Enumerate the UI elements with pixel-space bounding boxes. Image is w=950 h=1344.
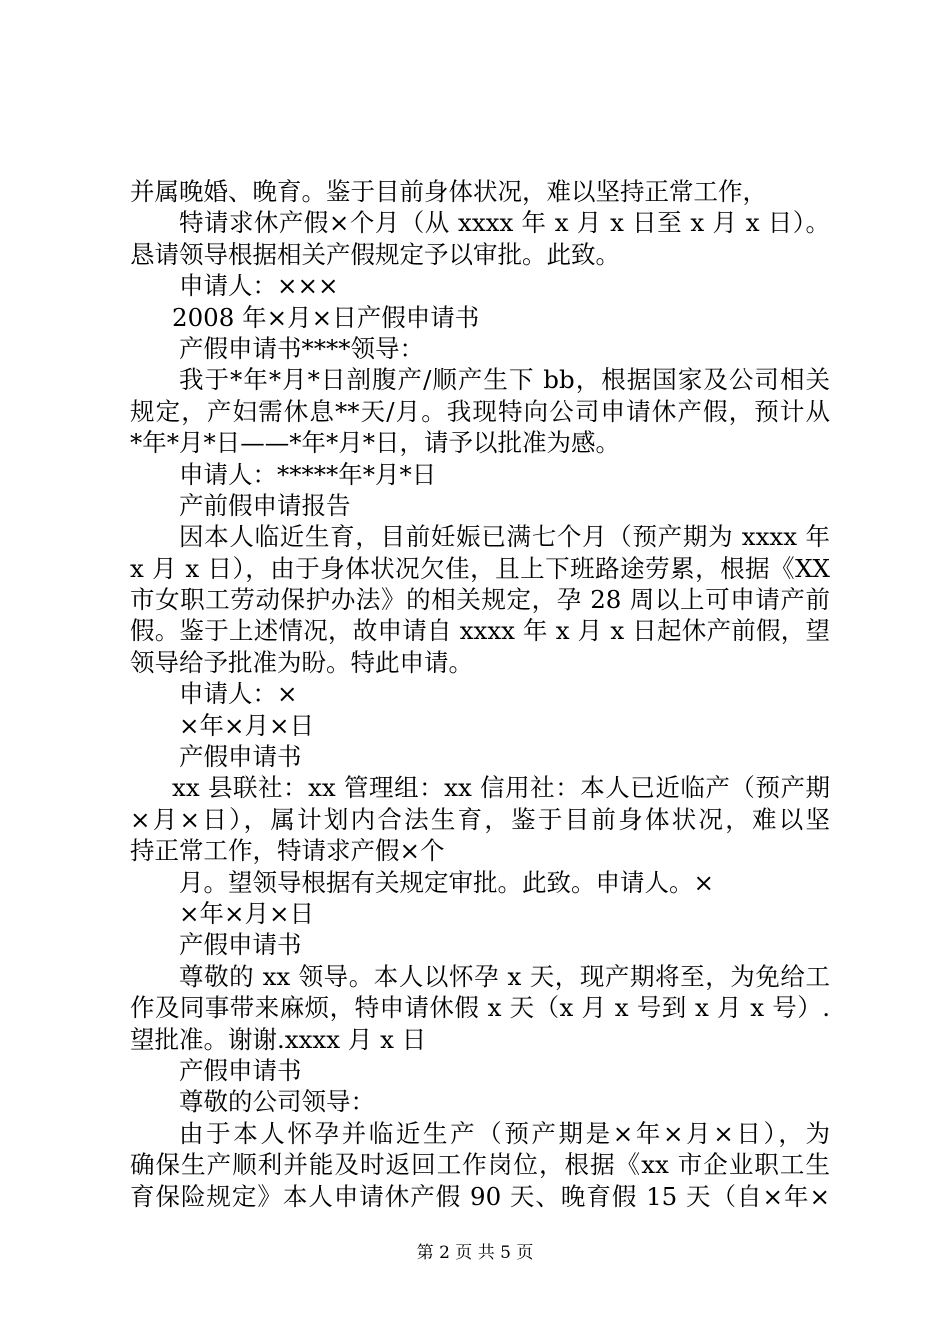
section-heading: 产假申请书****领导：	[179, 333, 424, 363]
text-line: 月。望领导根据有关规定审批。此致。申请人。×	[179, 867, 715, 897]
text-line: *年*月*日——*年*月*日，请予以批准为感。	[130, 428, 620, 458]
text-line: ×年×月×日	[179, 898, 315, 928]
text-line: 我于*年*月*日剖腹产/顺产生下 bb，根据国家及公司相关	[179, 365, 830, 395]
text-line: 申请人：×××	[179, 271, 339, 301]
document-body	[130, 176, 830, 1212]
text-line: 领导给予批准为盼。特此申请。	[130, 647, 473, 677]
text-line: 作及同事带来麻烦，特申请休假 x 天（x 月 x 号到 x 月 x 号）.	[130, 993, 830, 1023]
section-heading: 产假申请书	[179, 930, 302, 960]
text-line: 尊敬的 xx 领导。本人以怀孕 x 天，现产期将至，为免给工	[179, 961, 830, 991]
text-line: 申请人：*****年*月*日	[179, 459, 437, 489]
text-line: 2008 年×月×日产假申请书	[172, 302, 480, 332]
text-line: 假。鉴于上述情况，故申请自 xxxx 年 x 月 x 日起休产前假，望	[130, 616, 830, 646]
page-number-footer: 第 2 页 共 5 页	[416, 1243, 534, 1263]
text-line: 规定，产妇需休息**天/月。我现特向公司申请休产假，预计从	[130, 396, 830, 426]
text-line: 确保生产顺利并能及时返回工作岗位，根据《xx 市企业职工生	[130, 1150, 830, 1180]
text-line: xx 县联社：xx 管理组：xx 信用社：本人已近临产（预产期	[172, 773, 830, 803]
section-heading: 产前假申请报告	[179, 490, 351, 520]
section-heading: 产假申请书	[179, 742, 302, 772]
text-line: 申请人：×	[179, 679, 298, 709]
text-line: 因本人临近生育，目前妊娠已满七个月（预产期为 xxxx 年	[179, 522, 830, 552]
text-line: 由于本人怀孕并临近生产（预产期是×年×月×日），为	[179, 1118, 830, 1148]
section-heading: 产假申请书	[179, 1055, 302, 1085]
text-line: 恳请领导根据相关产假规定予以审批。此致。	[130, 239, 620, 269]
text-line: 持正常工作，特请求产假×个	[130, 836, 445, 866]
text-line: 并属晚婚、晚育。鉴于目前身体状况，难以坚持正常工作，	[130, 177, 767, 206]
text-line: 育保险规定》本人申请休产假 90 天、晚育假 15 天（自×年×	[130, 1181, 830, 1211]
text-line: x 月 x 日），由于身体状况欠佳，且上下班路途劳累，根据《XX	[130, 553, 830, 583]
text-line: 望批准。谢谢.xxxx 月 x 日	[130, 1024, 427, 1054]
text-line: ×月×日），属计划内合法生育，鉴于目前身体状况，难以坚	[130, 804, 830, 834]
text-line: ×年×月×日	[179, 710, 315, 740]
text-line: 特请求休产假×个月（从 xxxx 年 x 月 x 日至 x 月 x 日）。	[179, 208, 830, 238]
text-line: 尊敬的公司领导：	[179, 1087, 375, 1117]
text-line: 市女职工劳动保护办法》的相关规定，孕 28 周以上可申请产前	[130, 585, 830, 615]
